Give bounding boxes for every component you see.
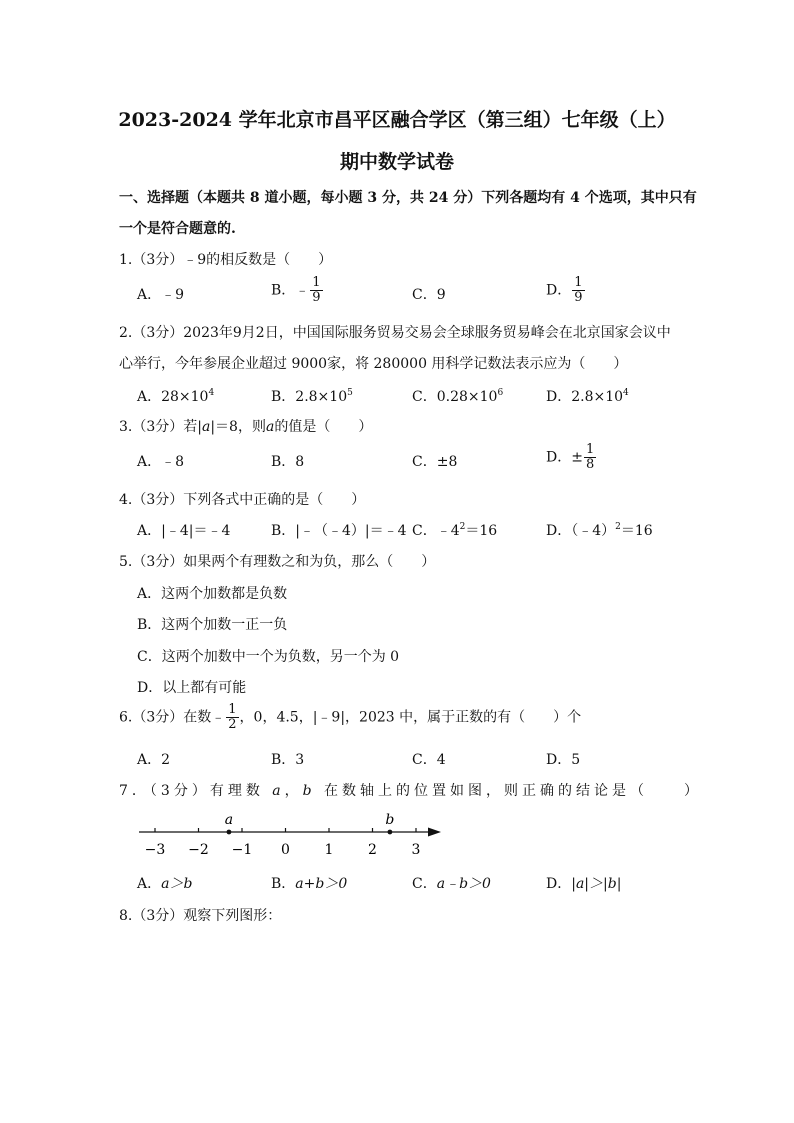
q4-option-d-exponent: 2 [615, 522, 621, 532]
q7-option-d [546, 873, 621, 893]
q5-option-d: D．以上都有可能 [137, 680, 247, 696]
q6-option-a: A．2 [137, 752, 171, 768]
q7-var-a: a [272, 783, 285, 799]
q3-stem [119, 416, 372, 436]
q4-option-a: A．|﹣4|＝﹣4 [137, 523, 231, 539]
fraction-numerator: 1 [574, 275, 583, 290]
q7-option-a [137, 873, 192, 893]
number-line-tick-label: 1 [324, 842, 334, 858]
q2-option-c-base: C．0.28×10 [412, 389, 498, 405]
q4-option-c [412, 520, 497, 540]
number-line-tick-label: −1 [231, 842, 253, 858]
q1-stem: 1.（3分）﹣9的相反数是（ ） [119, 252, 333, 268]
q1-option-c: C．9 [412, 287, 446, 303]
q7-option-a-expr: a＞b [161, 876, 193, 892]
fraction-numerator: 1 [312, 275, 321, 290]
q7-option-b-label: B． [271, 876, 296, 892]
number-line-point-b-label: b [385, 812, 395, 828]
number-line-tick-label: 2 [368, 842, 377, 858]
number-line-point-a-label: a [224, 812, 234, 828]
fraction-denominator: 9 [312, 290, 321, 305]
q4-option-b: B．|﹣（﹣4）|＝﹣4 [271, 523, 407, 539]
q1-option-d [546, 276, 586, 305]
section-header-line1: 一、选择题（本题共 8 道小题，每小题 3 分，共 24 分）下列各题均有 4 个选项，其中只有 [119, 190, 697, 206]
q5-option-c: C．这两个加数中一个为负数，另一个为 0 [137, 649, 400, 665]
q3-var-a: a [201, 419, 211, 435]
number-line-point-b [388, 830, 393, 835]
q4-option-d-rest: ＝16 [620, 523, 653, 539]
q2-option-d [546, 386, 629, 406]
q4-option-c-base: C．﹣4 [412, 523, 460, 539]
number-line-tick-label: 3 [411, 842, 421, 858]
q2-option-d-base: D．2.8×10 [546, 389, 624, 405]
section-header-line2: 一个是符合题意的. [119, 221, 236, 237]
exam-title-line1: 2023-2024 学年北京市昌平区融合学区（第三组）七年级（上） [118, 109, 676, 131]
number-line-tick-label: −3 [144, 842, 166, 858]
fraction-denominator: 9 [574, 290, 583, 305]
number-line-arrow [428, 828, 441, 837]
q3-stem-suffix: 的值是（ ） [274, 419, 373, 435]
q6-stem-suffix: ，0，4.5，|﹣9|，2023 中，属于正数的有（ ）个 [239, 709, 582, 726]
q2-option-b-exponent: 5 [347, 388, 353, 398]
q5-stem: 5.（3分）如果两个有理数之和为负，那么（ ） [119, 554, 436, 570]
q7-option-c [412, 873, 491, 893]
q1-option-b [271, 276, 324, 305]
number-line-tick-label: −2 [188, 842, 209, 858]
fraction-denominator: 8 [585, 457, 595, 472]
q6-fraction [226, 703, 238, 732]
q7-stem-prefix: 7．（3分）有理数 [119, 783, 273, 799]
q5-option-a: A．这两个加数都是负数 [137, 586, 288, 602]
q1-option-a: A．﹣9 [137, 287, 185, 303]
number-line-tick-label: 0 [281, 842, 290, 858]
q1-option-b-fraction [310, 276, 322, 305]
fraction-numerator: 1 [585, 442, 595, 457]
q7-stem-mid: ， [284, 783, 303, 799]
q2-option-c-exponent: 6 [497, 388, 504, 398]
q2-option-c [412, 386, 503, 406]
q2-option-a-exponent: 4 [208, 388, 215, 398]
q7-stem-suffix: 在数轴上的位置如图，则正确的结论是（ ） [315, 783, 703, 799]
q3-option-d-label: D．± [546, 449, 583, 466]
fraction-denominator: 2 [228, 717, 237, 732]
q4-stem: 4.（3分）下列各式中正确的是（ ） [119, 492, 366, 508]
fraction-numerator: 1 [228, 702, 237, 717]
q6-option-d: D．5 [546, 752, 581, 768]
q4-option-c-rest: ＝16 [465, 523, 498, 539]
q2-stem-line1: 2.（3分）2023年9月2日，中国国际服务贸易交易会全球服务贸易峰会在北京国家会议中 [119, 325, 671, 341]
q1-option-d-label: D． [546, 282, 572, 299]
q6-option-b: B．3 [271, 752, 305, 768]
q3-option-d-fraction [584, 443, 596, 472]
q7-var-b: b [302, 783, 316, 799]
q2-option-b [271, 386, 353, 406]
exam-title-line2: 期中数学试卷 [339, 151, 454, 173]
q4-option-c-exponent: 2 [459, 522, 466, 532]
number-line-figure [135, 808, 455, 860]
q3-var-a-2: a [265, 419, 275, 435]
q2-stem-line2: 心举行，今年参展企业超过 9000家，将 280000 用科学记数法表示应为（ ） [119, 356, 628, 372]
q7-option-d-expr: |a|＞|b| [571, 876, 622, 892]
q2-option-d-exponent: 4 [623, 388, 629, 398]
q7-option-b-expr: a+b＞0 [295, 876, 348, 892]
q3-option-b: B．8 [271, 454, 305, 470]
q6-stem-prefix: 6.（3分）在数﹣ [119, 709, 226, 726]
q3-option-c: C．±8 [412, 454, 458, 470]
q6-option-c: C．4 [412, 752, 446, 768]
q7-option-c-label: C． [412, 876, 437, 892]
q2-option-b-base: B．2.8×10 [271, 389, 348, 405]
q2-option-a-base: A．28×10 [137, 389, 209, 405]
q7-option-d-label: D． [546, 876, 572, 892]
q7-option-c-expr: a﹣b＞0 [436, 876, 491, 892]
q7-option-b [271, 873, 347, 893]
q6-stem [119, 703, 581, 732]
q2-option-a [137, 386, 214, 406]
q3-stem-mid: |＝8，则 [210, 419, 266, 435]
number-line-point-a [227, 830, 232, 835]
q4-option-d-base: D．（﹣4） [546, 523, 616, 539]
q3-option-d [546, 443, 597, 472]
q8-stem: 8.（3分）观察下列图形： [119, 908, 282, 924]
q3-option-a: A．﹣8 [137, 454, 185, 470]
q1-option-b-label: B．﹣ [271, 282, 310, 299]
q4-option-d [546, 520, 653, 540]
q7-option-a-label: A． [137, 876, 162, 892]
q7-stem [119, 780, 702, 800]
q1-option-d-fraction [572, 276, 584, 305]
q5-option-b: B．这两个加数一正一负 [137, 617, 288, 633]
q3-stem-prefix: 3.（3分）若| [119, 419, 202, 435]
